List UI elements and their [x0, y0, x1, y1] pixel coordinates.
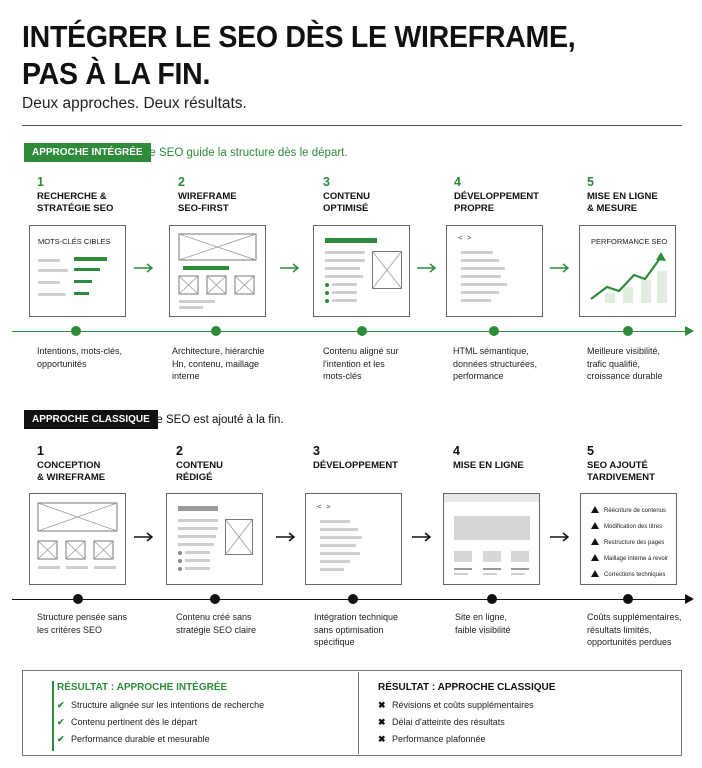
warning-item: Réécriture de contenus	[591, 506, 666, 514]
integrated-result-item: ✔ Contenu pertinent dès le départ	[57, 717, 198, 727]
website-icon	[443, 493, 540, 585]
classic-badge: APPROCHE CLASSIQUE	[24, 410, 158, 429]
integrated-badge: APPROCHE INTÉGRÉE	[24, 143, 151, 162]
arrow-right-icon	[417, 262, 439, 274]
warning-icon	[591, 506, 599, 513]
arrow-right-icon	[134, 531, 156, 543]
integrated-step-3-number: 3	[323, 175, 330, 189]
classic-step-5-number: 5	[587, 444, 594, 458]
classic-result-item: ✖ Délai d'atteinte des résultats	[378, 717, 505, 727]
page-title	[22, 18, 629, 92]
integrated-result-title: RÉSULTAT : APPROCHE INTÉGRÉE	[57, 682, 228, 693]
classic-step-4-description: Site en ligne, faible visibilité	[455, 612, 511, 635]
classic-code-glyph: < >	[317, 504, 331, 512]
integrated-timeline	[12, 331, 687, 332]
warning-item: Restructure des pages	[591, 538, 664, 546]
classic-result-item: ✖ Performance plafonnée	[378, 734, 486, 744]
arrow-right-icon	[134, 262, 156, 274]
integrated-step-4-number: 4	[454, 175, 461, 189]
timeline-dot	[357, 326, 367, 336]
integrated-step-1-number: 1	[37, 175, 44, 189]
integrated-step-1-description: Intentions, mots-clés, opportunités	[37, 346, 123, 369]
wireframe-icon	[29, 493, 126, 585]
check-icon: ✔	[57, 717, 65, 727]
integrated-step-2-description: Architecture, hiérarchie Hn, contenu, maillage interne	[172, 346, 265, 381]
timeline-dot	[211, 326, 221, 336]
classic-step-1-number: 1	[37, 444, 44, 458]
integrated-tagline: Le SEO guide la structure dès le départ.	[143, 147, 348, 159]
timeline-dot	[623, 594, 633, 604]
integrated-step-2-title: WIREFRAME SEO-FIRST	[178, 191, 237, 214]
arrow-right-icon	[412, 531, 434, 543]
warning-list-icon	[580, 493, 677, 585]
classic-step-2-description: Contenu créé sans stratégie SEO claire	[176, 612, 257, 635]
classic-result-item: ✖ Révisions et coûts supplémentaires	[378, 700, 534, 710]
integrated-result-item: ✔ Structure alignée sur les intentions de recherche	[57, 700, 265, 710]
arrow-right-icon	[550, 262, 572, 274]
integrated-step-5-description: Meilleure visibilité, trafic qualifié, croissance durable	[587, 346, 663, 381]
cross-icon: ✖	[378, 717, 386, 727]
classic-step-1-description: Structure pensée sans les critères SEO	[37, 612, 128, 635]
classic-step-3-description: Intégration technique sans optimisation spécifique	[314, 612, 399, 647]
wireframe-icon	[169, 225, 266, 317]
warning-icon	[591, 522, 599, 529]
keyword-list-icon	[29, 225, 126, 317]
page-title-line-1: INTÉGRER LE SEO DÈS LE WIREFRAME,	[22, 19, 576, 54]
arrow-right-icon	[276, 531, 298, 543]
check-icon: ✔	[57, 734, 65, 744]
integrated-result-accent	[52, 681, 54, 751]
integrated-step-3-description: Contenu aligné sur l'intention et les mots-clés	[323, 346, 399, 381]
arrow-right-icon	[280, 262, 302, 274]
check-icon: ✔	[57, 700, 65, 710]
cross-icon: ✖	[378, 700, 386, 710]
growth-chart-icon	[579, 225, 676, 317]
cross-icon: ✖	[378, 734, 386, 744]
classic-step-4-title: MISE EN LIGNE	[453, 460, 524, 471]
integrated-step-5-number: 5	[587, 175, 594, 189]
classic-step-1-title: CONCEPTION & WIREFRAME	[37, 460, 106, 483]
classic-step-2-title: CONTENU RÉDIGÉ	[176, 460, 223, 483]
timeline-dot	[487, 594, 497, 604]
timeline-dot	[71, 326, 81, 336]
timeline-dot	[348, 594, 358, 604]
warning-item: Modification des titres	[591, 522, 662, 530]
integrated-step-3-title: CONTENU OPTIMISÉ	[323, 191, 370, 214]
classic-step-3-title: DÉVELOPPEMENT	[313, 460, 398, 471]
classic-step-2-number: 2	[176, 444, 183, 458]
code-icon	[446, 225, 543, 317]
integrated-step-2-number: 2	[178, 175, 185, 189]
classic-step-5-description: Coûts supplémentaires, résultats limités, opportunités perdues	[587, 612, 682, 647]
integrated-step-4-title: DÉVELOPPEMENT PROPRE	[454, 191, 539, 214]
integrated-result-item: ✔ Performance durable et mesurable	[57, 734, 210, 744]
results-divider	[358, 672, 359, 754]
warning-icon	[591, 554, 599, 561]
timeline-dot	[73, 594, 83, 604]
content-page-icon	[166, 493, 263, 585]
timeline-arrowhead-icon	[685, 594, 694, 604]
integrated-step-4-description: HTML sémantique, données structurées, performance	[453, 346, 538, 381]
timeline-dot	[623, 326, 633, 336]
integrated-step-5-title: MISE EN LIGNE & MESURE	[587, 191, 658, 214]
classic-step-3-number: 3	[313, 444, 320, 458]
warning-icon	[591, 538, 599, 545]
warning-icon	[591, 570, 599, 577]
integrated-step-5-card-label: PERFORMANCE SEO	[591, 237, 668, 246]
warning-item: Maillage interne à revoir	[591, 554, 668, 562]
classic-step-4-number: 4	[453, 444, 460, 458]
page-subtitle: Deux approches. Deux résultats.	[22, 95, 247, 112]
integrated-step-1-title: RECHERCHE & STRATÉGIE SEO	[37, 191, 114, 214]
code-icon	[305, 493, 402, 585]
classic-tagline: Le SEO est ajouté à la fin.	[150, 414, 284, 426]
arrow-right-icon	[550, 531, 572, 543]
integrated-step-1-card-label: MOTS-CLÉS CIBLES	[38, 237, 111, 246]
timeline-dot	[489, 326, 499, 336]
content-page-icon	[313, 225, 410, 317]
timeline-dot	[210, 594, 220, 604]
timeline-arrowhead-icon	[685, 326, 694, 336]
classic-result-title: RÉSULTAT : APPROCHE CLASSIQUE	[378, 682, 556, 693]
header-divider	[22, 125, 682, 126]
integrated-code-glyph: < >	[458, 235, 472, 243]
warning-item: Corrections techniques	[591, 570, 665, 578]
classic-step-5-title: SEO AJOUTÉ TARDIVEMENT	[587, 460, 655, 483]
page-title-line-2: PAS À LA FIN.	[22, 56, 211, 91]
